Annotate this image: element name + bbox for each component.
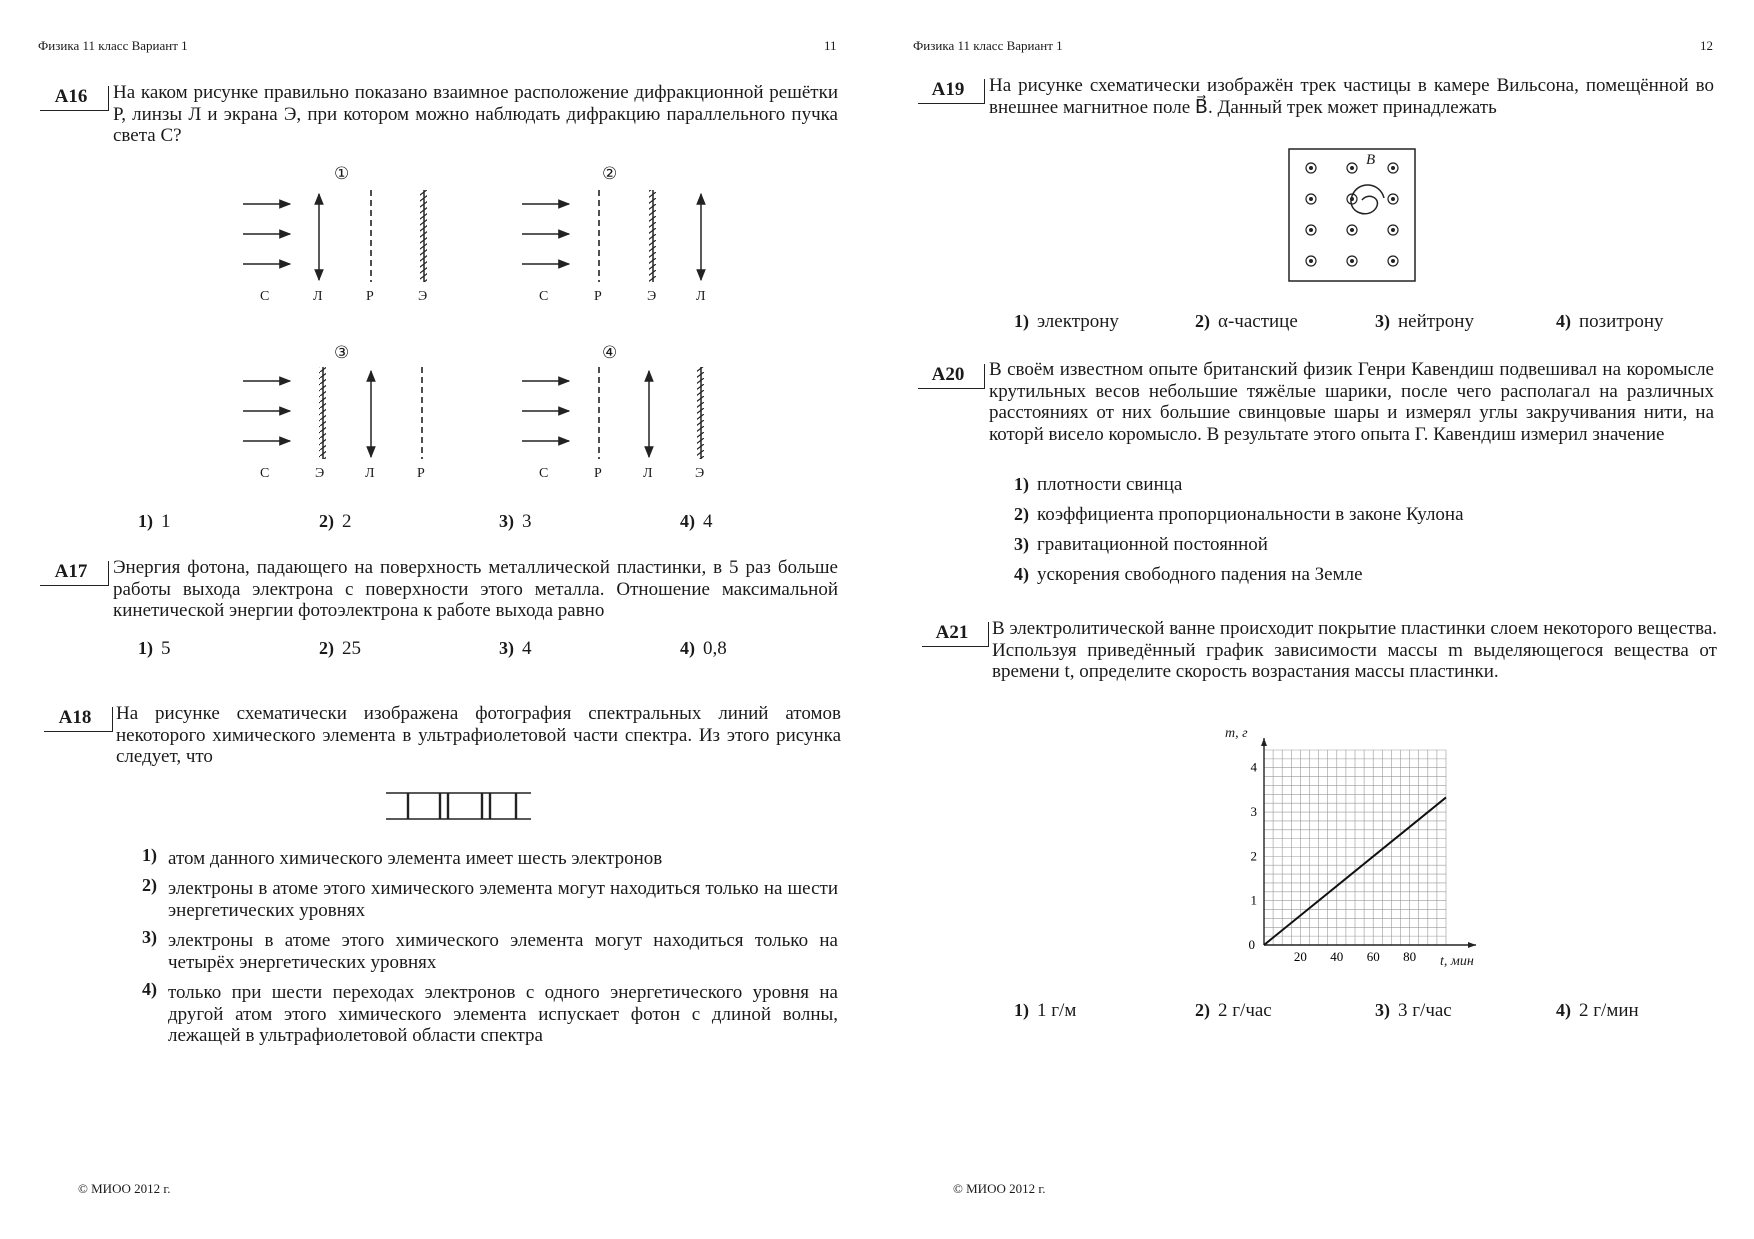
a19-option-1[interactable] (1014, 311, 1119, 333)
a16-figure-4 (522, 367, 704, 459)
question-text-a21: В электролитической ванне происходит покрытие пластинки слоем некоторого вещества. Используя приведённый график зависимости массы m выделяющегося вещества от времени t, определите скорость возрастания массы пластинки. (992, 618, 1717, 682)
field-dot-center (1351, 229, 1354, 232)
option-text: электроны в атоме этого химического элемента могут находиться только на шести энергетических уровнях (168, 878, 838, 921)
option-number: 2) (1195, 1000, 1210, 1020)
question-label-a21: А21 (922, 622, 989, 647)
a16-fig2-label: Л (696, 289, 706, 304)
chart-ylabel: m, г (1225, 726, 1248, 741)
a19-option-3[interactable] (1375, 311, 1474, 333)
a16-fig3-label: Р (417, 466, 425, 481)
field-dot-center (1392, 229, 1395, 232)
a16-fig1-label: С (260, 289, 270, 304)
right-page-header-title: Физика 11 класс Вариант 1 (913, 38, 1063, 53)
a16-figure-number: ③ (334, 343, 350, 362)
a20-option-1[interactable] (1014, 474, 1182, 496)
a16-fig3-label: С (260, 466, 270, 481)
a21-option-2[interactable] (1195, 1000, 1272, 1022)
option-number: 2) (319, 638, 334, 658)
option-number: 4) (680, 638, 695, 658)
a16-fig2-label: С (539, 289, 549, 304)
a17-option-2[interactable] (319, 638, 361, 660)
option-number: 1) (1014, 1000, 1029, 1020)
field-dot-center (1392, 167, 1395, 170)
x-tick-label: 40 (1330, 949, 1344, 964)
option-number: 1) (138, 638, 153, 658)
field-dot-center (1310, 167, 1313, 170)
spectral-lines-figure (385, 789, 535, 825)
origin-label: 0 (1248, 937, 1255, 952)
a16-figure-2 (522, 190, 701, 282)
a18-option-4[interactable] (142, 979, 838, 1047)
mass-time-chart (1230, 730, 1470, 970)
option-text: 3 г/час (1398, 1000, 1452, 1021)
option-text: электроны в атоме этого химического элемента могут находиться только на четырёх энергетических уровнях (168, 930, 838, 973)
option-number: 3) (499, 638, 514, 658)
option-text: 4 (703, 511, 713, 532)
a16-fig2-label: Э (647, 289, 657, 304)
field-dot-center (1310, 260, 1313, 263)
x-tick-label: 80 (1403, 949, 1417, 964)
a16-fig4-label: Р (594, 466, 602, 481)
y-tick-label: 3 (1250, 804, 1257, 820)
y-axis-arrow (1261, 738, 1267, 746)
a19-option-4[interactable] (1556, 311, 1664, 333)
field-dot-center (1351, 260, 1354, 263)
field-dot-center (1310, 229, 1313, 232)
option-text: атом данного химического элемента имеет шесть электронов (168, 848, 663, 869)
question-text-a17: Энергия фотона, падающего на поверхность металлической пластинки, в 5 раз больше работы выхода электрона с поверхности этого металла. Отношение максимальной кинетической энергии фотоэлектрона к работе выхода равно (113, 557, 838, 621)
question-label-a16: А16 (40, 86, 109, 111)
field-dot-center (1310, 198, 1313, 201)
y-tick-label: 2 (1250, 848, 1257, 864)
a16-fig4-label: С (539, 466, 549, 481)
left-page-header-title: Физика 11 класс Вариант 1 (38, 38, 188, 53)
option-text: 3 (522, 511, 532, 532)
a16-option-1[interactable] (138, 511, 171, 533)
a19-option-2[interactable] (1195, 311, 1298, 333)
magnetic-field-dots (1306, 163, 1398, 266)
a17-option-4[interactable] (680, 638, 727, 660)
option-number: 4) (1556, 311, 1571, 331)
a16-figure-number: ④ (602, 343, 618, 362)
option-text: плотности свинца (1037, 474, 1183, 495)
x-tick-label: 20 (1293, 949, 1307, 964)
option-text: 2 (342, 511, 352, 532)
a17-option-3[interactable] (499, 638, 532, 660)
right-page-footer: © МИОО 2012 г. (953, 1181, 1046, 1196)
option-number: 2) (142, 875, 157, 895)
option-text: 4 (522, 638, 532, 659)
a21-option-1[interactable] (1014, 1000, 1076, 1022)
a16-figure-number: ① (334, 164, 350, 183)
left-page-number: 11 (824, 38, 837, 53)
option-text: α-частице (1218, 311, 1298, 332)
question-text-a19: На рисунке схематически изображён трек частицы в камере Вильсона, помещённой во внешнее магнитное поле B⃗. Данный трек может принадлежать (989, 75, 1714, 118)
a16-figure-3 (243, 367, 422, 459)
a16-fig1-label: Л (313, 289, 323, 304)
option-text: 2 г/час (1218, 1000, 1272, 1021)
option-number: 1) (138, 511, 153, 531)
a16-fig4-label: Э (695, 466, 705, 481)
option-number: 2) (1014, 504, 1029, 524)
left-page-footer: © МИОО 2012 г. (78, 1181, 171, 1196)
a16-fig1-label: Р (366, 289, 374, 304)
option-number: 3) (1375, 311, 1390, 331)
a17-option-1[interactable] (138, 638, 171, 660)
a18-option-2[interactable] (142, 875, 838, 921)
question-label-a20: А20 (918, 364, 985, 389)
a18-option-1[interactable] (142, 845, 838, 870)
option-text: 0,8 (703, 638, 727, 659)
a16-fig3-label: Л (365, 466, 375, 481)
a16-figure-1 (243, 190, 427, 282)
question-text-a18: На рисунке схематически изображена фотография спектральных линий атомов некоторого химического элемента в ультрафиолетовой части спектра. Из этого рисунка следует, что (116, 703, 841, 767)
option-text: 5 (161, 638, 171, 659)
x-tick-label: 60 (1366, 949, 1380, 964)
option-number: 4) (142, 979, 157, 999)
question-label-a18: А18 (44, 707, 113, 732)
field-vector-label: B⃗ (1366, 152, 1387, 168)
question-text-a16: На каком рисунке правильно показано взаимное расположение дифракционной решётки Р, линзы Л и экрана Э, при котором можно наблюдать дифракцию параллельного пучка света С? (113, 82, 838, 146)
a20-option-2[interactable] (1014, 504, 1464, 526)
a21-option-4[interactable] (1556, 1000, 1639, 1022)
field-dot-center (1392, 198, 1395, 201)
option-number: 2) (1195, 311, 1210, 331)
y-tick-label: 1 (1250, 892, 1257, 908)
option-text: нейтрону (1398, 311, 1474, 332)
a16-option-2[interactable] (319, 511, 352, 533)
option-text: ускорения свободного падения на Земле (1037, 564, 1363, 585)
option-text: 25 (342, 638, 361, 659)
option-number: 3) (142, 927, 157, 947)
option-number: 1) (1014, 311, 1029, 331)
option-text: электрону (1037, 311, 1119, 332)
field-dot-center (1351, 167, 1354, 170)
option-number: 4) (1014, 564, 1029, 584)
option-number: 3) (1375, 1000, 1390, 1020)
a20-option-4[interactable] (1014, 564, 1363, 586)
question-label-a17: А17 (40, 561, 109, 586)
a21-option-3[interactable] (1375, 1000, 1452, 1022)
particle-track (1351, 185, 1384, 214)
a16-figure-number: ② (602, 164, 618, 183)
field-dot-center (1392, 260, 1395, 263)
option-text: только при шести переходах электронов с одного энергетического уровня на другой атом этого химического элемента испускает фотон с длиной волны, лежащей в ультрафиолетовой области спектра (168, 982, 838, 1046)
option-number: 4) (1556, 1000, 1571, 1020)
option-text: коэффициента пропорциональности в законе Кулона (1037, 504, 1464, 525)
option-text: позитрону (1579, 311, 1664, 332)
chart-xlabel: t, мин (1440, 954, 1474, 969)
y-tick-label: 4 (1250, 759, 1257, 775)
a18-option-3[interactable] (142, 927, 838, 973)
a16-option-3[interactable] (499, 511, 532, 533)
question-label-a19: А19 (918, 79, 985, 104)
option-text: 1 г/м (1037, 1000, 1077, 1021)
option-number: 3) (499, 511, 514, 531)
cloud-chamber-figure (1288, 148, 1416, 282)
question-text-a20: В своём известном опыте британский физик Генри Кавендиш подвешивал на коромысле крутильных весов небольшие тяжёлые шарики, после чего располагал на различных расстояниях от них большие свинцовые шары и измерял углы закручивания нити, на которй висело коромысло. В результате этого опыта Г. Кавендиш измерил значение (989, 359, 1714, 445)
option-text: 1 (161, 511, 171, 532)
a16-fig4-label: Л (643, 466, 653, 481)
option-number: 1) (142, 845, 157, 865)
a16-option-4[interactable] (680, 511, 713, 533)
a16-fig1-label: Э (418, 289, 428, 304)
option-number: 3) (1014, 534, 1029, 554)
option-text: гравитационной постоянной (1037, 534, 1268, 555)
option-number: 4) (680, 511, 695, 531)
option-number: 1) (1014, 474, 1029, 494)
a16-fig3-label: Э (315, 466, 325, 481)
a16-fig2-label: Р (594, 289, 602, 304)
a20-option-3[interactable] (1014, 534, 1268, 556)
option-text: 2 г/мин (1579, 1000, 1639, 1021)
right-page-number: 12 (1700, 38, 1713, 53)
option-number: 2) (319, 511, 334, 531)
